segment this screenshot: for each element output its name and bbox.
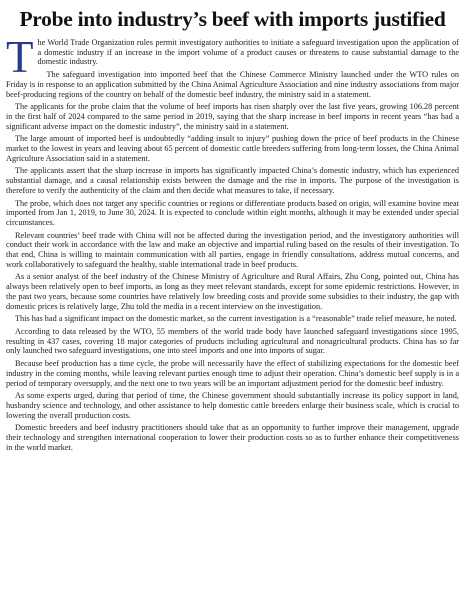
paragraph-5: The applicants assert that the sharp increase in imports has significantly impacted China’s domestic industry, which has experienced substantial damage, and a causal relationship exists between the damage and the rise in imports. The purpose of the investigation is therefore to verify the authenticity of the claim and then decide what measures to take, if necessary. (6, 166, 459, 195)
paragraph-8: As a senior analyst of the beef industry of the Chinese Ministry of Agriculture and Rural Affairs, Zhu Cong, pointed out, China has always been relatively open to beef imports, as long as they meet relevant standards, except for some epidemic restrictions. However, in the past two years, because some countries have relatively low breeding costs and provide some subsidies to their industry, the gap with domestic prices is relatively large, Zhu told the media in a recent interview on the investigation. (6, 272, 459, 311)
paragraph-9: This has had a significant impact on the domestic market, so the current investigation is a “reasonable” trade relief measure, he noted. (15, 314, 457, 324)
article-body (6, 32, 459, 452)
paragraph-2: The safeguard investigation into imported beef that the Chinese Commerce Ministry launched under the WTO rules on Friday is in response to an application submitted by the China Animal Agriculture Association and nine industry associations from major beef-producing regions of the country on behalf of the domestic beef industry, the ministry said in a statement. (6, 70, 459, 99)
paragraph-4: The large amount of imported beef is undoubtedly “adding insult to injury” pushing down the price of beef products in the Chinese market to the lowest in years and leaving about 65 percent of domestic cattle breeders suffering from long-term losses, the China Animal Agriculture Association said in a statement. (6, 134, 459, 163)
paragraph-7: Relevant countries’ beef trade with China will not be affected during the investigation period, and the investigatory authorities will conduct their work in accordance with the law and make an objective and impartial ruling based on the results of their investigation. To that end, China is willing to maintain communication with all parties, engage in friendly consultations, address mutual concerns, and work collaboratively to safeguard the healthy, stable international trade in beef products. (6, 230, 459, 269)
paragraph-1 (6, 32, 459, 82)
headline: Probe into industry’s beef with imports justified (19, 7, 446, 31)
paragraph-10: According to data released by the WTO, 55 members of the world trade body have launched safeguard investigations since 1995, resulting in 437 cases, covering 18 major categories of products including agricultural and nonagricultural products. China has so far only launched two safeguard investigations, one into steel imports and one into imports of sugar. (6, 326, 459, 356)
paragraph-6: The probe, which does not target any specific countries or regions or differentiate products based on origin, will examine bovine meat imported from Jan 1, 2019, to June 30, 2024. It is expected to conclude within eight months, although it may be extended under special circumstances. (6, 198, 459, 227)
drop-cap: T (6, 32, 34, 82)
paragraph-13: Domestic breeders and beef industry practitioners should take that as an opportunity to further improve their management, upgrade their technology and strengthen international cooperation to lower their production costs so as to further enhance their competitiveness in the world market. (6, 423, 459, 452)
paragraph-text: he World Trade Organization rules permit investigatory authorities to initiate a safeguard investigation upon the application of a domestic industry if an increase in the import volume of a product causes or threatens to cause substantial damage to the domestic industry. (37, 38, 459, 67)
paragraph-3: The applicants for the probe claim that the volume of beef imports has risen sharply over the last five years, growing 106.28 percent in the first half of 2024 compared to the same period in 2019, saying that the sharp increase in beef imports in recent years “has had a significant adverse impact on the domestic industry”, the ministry said in a statement. (6, 102, 459, 131)
paragraph-12: As some experts urged, during that period of time, the Chinese government should substantially increase its policy support in land, husbandry science and technology, and other assistance to help domestic cattle breeders enlarge their business scale, which is crucial to lowering the overall production costs. (6, 391, 459, 420)
paragraph-11: Because beef production has a time cycle, the probe will necessarily have the effect of stabilizing expectations for the domestic beef industry in the coming months, while leaving relevant parties enough time to adjust their operation. China’s domestic beef supply is in a period of temporary oversupply, and the next one to two years will be an important adjustment period for the domestic beef industry. (6, 359, 459, 388)
